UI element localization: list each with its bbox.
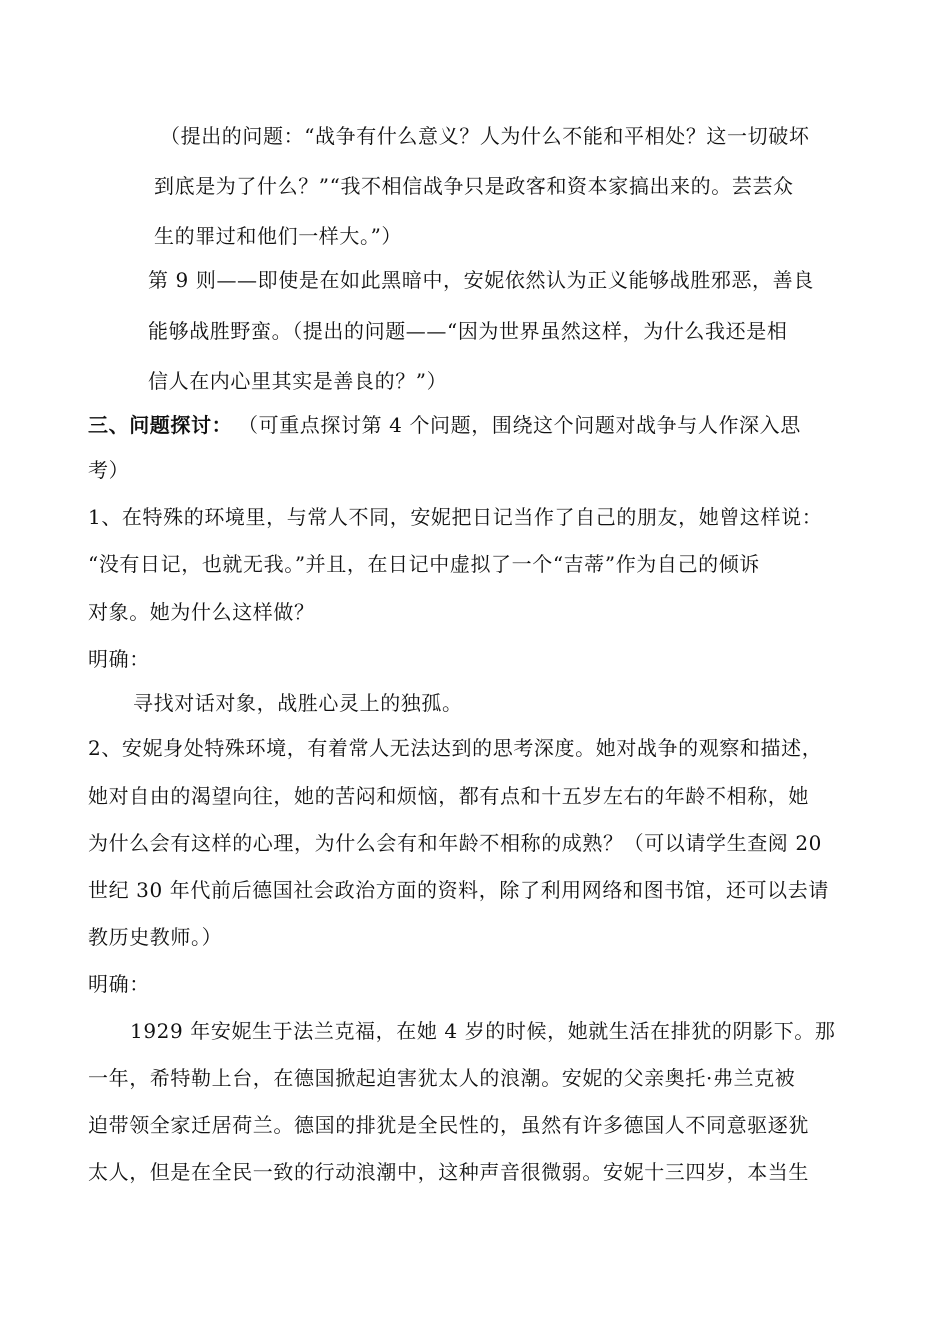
text-line: “没有日记，也就无我。”并且，在日记中虚拟了一个“吉蒂”作为自己的倾诉	[88, 552, 760, 576]
text-line: （提出的问题：“战争有什么意义？人为什么不能和平相处？这一切破坏	[160, 124, 810, 148]
answer-text: 1929 年安妮生于法兰克福，在她 4 岁的时候，她就生活在排犹的阴影下。那	[130, 1019, 836, 1043]
text-line: 教历史教师。）	[88, 925, 223, 949]
section-note: （可重点探讨第 4 个问题，围绕这个问题对战争与人作深入思	[238, 413, 801, 437]
answer-label: 明确：	[88, 647, 150, 671]
text-line: 生的罪过和他们一样大。”）	[154, 224, 403, 248]
text-line: 能够战胜野蛮。（提出的问题——“因为世界虽然这样，为什么我还是相	[148, 319, 788, 343]
answer-label: 明确：	[88, 972, 150, 996]
question-1: 1、在特殊的环境里，与常人不同，安妮把日记当作了自己的朋友，她曾这样说：	[88, 505, 823, 529]
answer-text: 寻找对话对象，战胜心灵上的独孤。	[133, 691, 463, 715]
section-heading: 三、问题探讨：	[88, 413, 233, 437]
text-line: 为什么会有这样的心理，为什么会有和年龄不相称的成熟？（可以请学生查阅 20	[88, 831, 823, 855]
text-line: 太人，但是在全民一致的行动浪潮中，这种声音很微弱。安妮十三四岁，本当生	[88, 1160, 809, 1184]
question-2: 2、安妮身处特殊环境，有着常人无法达到的思考深度。她对战争的观察和描述，	[88, 736, 823, 760]
text-line: 考）	[88, 458, 130, 482]
text-line: 迫带领全家迁居荷兰。德国的排犹是全民性的，虽然有许多德国人不同意驱逐犹	[88, 1113, 809, 1137]
text-line: 一年，希特勒上台，在德国掀起迫害犹太人的浪潮。安妮的父亲奥托·弗兰克被	[88, 1066, 796, 1090]
text-line: 她对自由的渴望向往，她的苦闷和烦恼，都有点和十五岁左右的年龄不相称，她	[88, 784, 809, 808]
text-line: 到底是为了什么？”“我不相信战争只是政客和资本家搞出来的。芸芸众	[154, 174, 794, 198]
text-line: 世纪 30 年代前后德国社会政治方面的资料，除了利用网络和图书馆，还可以去请	[88, 878, 829, 902]
text-line: 对象。她为什么这样做？	[88, 600, 315, 624]
text-line: 第 9 则——即使是在如此黑暗中，安妮依然认为正义能够战胜邪恶，善良	[148, 268, 814, 292]
text-line: 信人在内心里其实是善良的？”）	[148, 369, 448, 393]
